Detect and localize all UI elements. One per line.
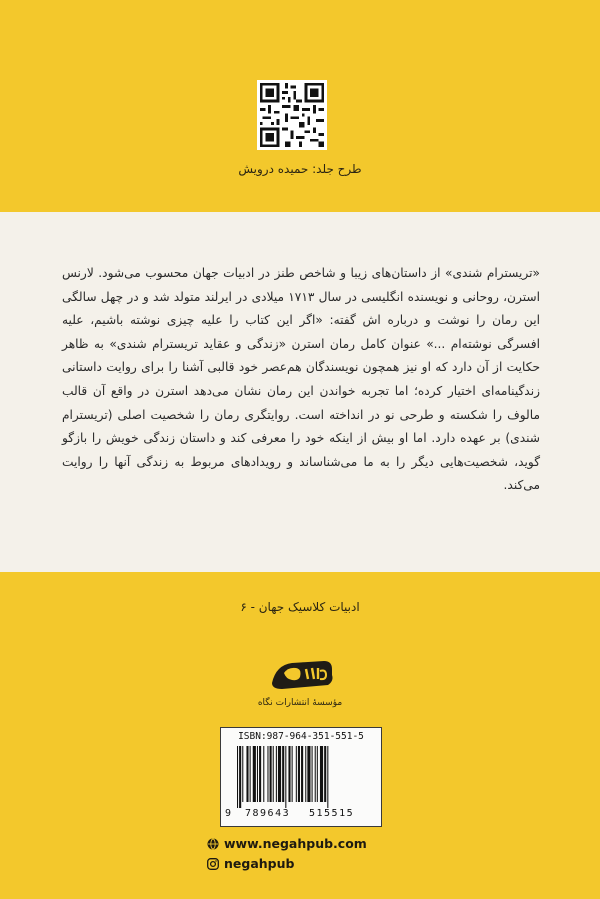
isbn-label: ISBN:987-964-351-551-5	[238, 731, 364, 742]
barcode-right-digits: 515515	[309, 808, 355, 819]
instagram-link[interactable]	[207, 856, 294, 871]
globe-icon	[207, 838, 219, 850]
cover-designer-credit: طرح جلد: حمیده درویش	[238, 162, 362, 176]
series-title: ادبیات کلاسیک جهان - ۶	[240, 600, 360, 614]
website-url[interactable]: www.negahpub.com	[224, 836, 367, 851]
instagram-icon	[207, 858, 219, 870]
barcode-left-digits: 789643	[245, 808, 291, 819]
website-link[interactable]	[207, 836, 367, 851]
instagram-handle[interactable]: negahpub	[224, 856, 295, 871]
barcode-box	[220, 727, 382, 827]
qr-code-icon	[257, 80, 327, 150]
publisher-name: مؤسسهٔ انتشارات نگاه	[257, 698, 343, 708]
barcode-first-digit: 9	[225, 808, 232, 819]
barcode-bars	[235, 746, 367, 808]
book-description: «تریسترام شندی» از داستان‌های زیبا و شاخص طنز در ادبیات جهان محسوب می‌شود. لارنس استرن، روحانی و نویسنده انگلیسی در سال ۱۷۱۳ میلادی در ایرلند متولد شد و در چهل سالگی این رمان را نوشت و درباره اش گفته: «اگر این کتاب را علیه چیزی نوشته باشیم، علیه افسرگی نوشته‌ام ...» عنوان کامل رمان استرن «زندگی و عقاید تریسترام شندی» به ظاهر حکایت از آن دارد که او نیز همچون نویسندگان هم‌عصر خود قالبی آشنا را برای روایت داستانی زندگینامه‌ای اختیار کرده؛ اما تجربه خواندن این رمان نشان می‌دهد استرن در واقع آن قالب مالوف را شکسته و طرحی نو در انداخته است. روایتگری رمان را شخصیت اصلی (تریسترام شندی) بر عهده دارد. اما او بیش از اینکه خود را معرفی کند و داستان زندگی خویش را بازگو گوید، شخصیت‌هایی دیگر را به ما می‌شناساند و رویدادهای مربوط به زندگی آنها را روایت می‌کند.	[62, 266, 540, 493]
